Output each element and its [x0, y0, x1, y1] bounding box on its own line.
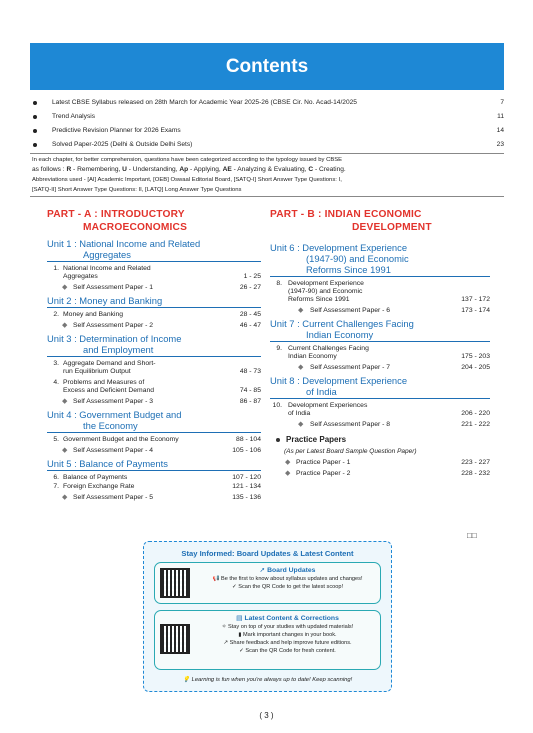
practice-paper-item[interactable] [270, 458, 490, 467]
intro-item-label: Solved Paper-2025 (Delhi & Outside Delhi Sets) [52, 141, 193, 148]
unit-heading[interactable] [270, 318, 490, 342]
note-text: as follows : [32, 166, 67, 173]
diamond-icon: ◆ [62, 447, 68, 454]
self-assessment-item[interactable] [270, 420, 490, 429]
chapter-pages: 88 - 104 [236, 436, 261, 443]
chapter-number: 9. [276, 345, 282, 352]
card-body [199, 567, 376, 591]
chapter-number: 4. [53, 379, 59, 386]
self-assessment-label: Self Assessment Paper - 2 [73, 322, 154, 329]
part-title-line: PART - A : INTRODUCTORY [47, 209, 185, 220]
chapter-item[interactable] [47, 474, 261, 482]
chapter-title-line: Development Experiences [288, 402, 368, 409]
chapter-pages: 48 - 73 [239, 368, 261, 375]
self-assessment-pages: 173 - 174 [461, 307, 490, 314]
practice-paper-item[interactable] [270, 469, 490, 478]
chapter-pages: 1 - 25 [243, 273, 261, 280]
contents-banner [30, 43, 504, 90]
chapter-item[interactable] [47, 436, 261, 444]
chapter-title-line: Problems and Measures of [63, 379, 145, 386]
bullet-icon [33, 101, 37, 105]
chapter-item[interactable] [47, 379, 261, 395]
card-line-text: Be the first to know about syllabus updates and changes! [221, 576, 363, 582]
part-a-column [47, 208, 261, 502]
card-body [199, 615, 376, 655]
diamond-icon: ◆ [285, 470, 291, 477]
intro-item-page: 23 [496, 141, 504, 148]
unit-heading-line: Reforms Since 1991 [306, 264, 391, 275]
note-text: - Applying, [188, 166, 223, 173]
chapter-number: 7. [53, 483, 59, 490]
chapter-title-line: Excess and Deficient Demand [63, 387, 155, 394]
diamond-icon: ◆ [62, 284, 68, 291]
note-code: AE [222, 166, 232, 173]
chapter-pages: 137 - 172 [461, 296, 490, 303]
chapter-item[interactable] [47, 311, 261, 319]
self-assessment-item[interactable] [47, 283, 261, 292]
board-updates-card[interactable] [154, 562, 381, 604]
typology-note [30, 153, 504, 197]
info-box-footer [144, 677, 391, 683]
intro-item[interactable] [30, 138, 504, 152]
chapter-title-line: Indian Economy [288, 353, 337, 360]
unit-heading-line: Unit 6 : Development Experience [270, 242, 408, 253]
intro-item-label: Trend Analysis [52, 113, 96, 120]
self-assessment-pages: 46 - 47 [239, 322, 261, 329]
intro-item-page: 7 [500, 99, 504, 106]
chapter-title-line: Government Budget and the Economy [63, 436, 179, 443]
qr-code-icon[interactable] [160, 568, 190, 598]
self-assessment-pages: 221 - 222 [461, 421, 490, 428]
unit-heading-line: and Employment [83, 344, 154, 355]
card-line-text: Mark important changes in your book. [243, 632, 337, 638]
updates-info-box [143, 541, 392, 692]
chapter-pages: 206 - 220 [461, 410, 490, 417]
latest-content-card[interactable] [154, 610, 381, 670]
page-number: ( 3 ) [259, 711, 274, 720]
diamond-icon: ◆ [285, 459, 291, 466]
card-line [199, 575, 376, 583]
part-a-title [47, 208, 261, 234]
bullet-icon [33, 129, 37, 133]
card-heading [199, 567, 376, 575]
chapter-pages: 28 - 45 [239, 311, 261, 318]
card-line-text: Scan the QR Code to get the latest scoop! [238, 584, 344, 590]
practice-paper-label: Practice Paper - 2 [296, 470, 351, 477]
practice-paper-pages: 228 - 232 [461, 470, 490, 477]
self-assessment-label: Self Assessment Paper - 8 [310, 421, 391, 428]
diamond-icon: ◆ [62, 494, 68, 501]
chapter-item[interactable] [270, 345, 490, 361]
card-heading-text: Board Updates [267, 567, 316, 574]
self-assessment-item[interactable] [270, 363, 490, 372]
card-heading-text: Latest Content & Corrections [244, 615, 339, 622]
self-assessment-label: Self Assessment Paper - 4 [73, 447, 154, 454]
chapter-number: 8. [276, 280, 282, 287]
intro-item-page: 11 [497, 113, 504, 120]
intro-item[interactable] [30, 124, 504, 138]
chapter-title-line: Reforms Since 1991 [288, 296, 350, 303]
note-line: In each chapter, for better comprehension, questions have been categorized according to the typology issued by CBSE [32, 157, 343, 163]
chapter-number: 2. [53, 311, 59, 318]
chapter-item[interactable] [47, 483, 261, 491]
diamond-icon: ◆ [298, 364, 304, 371]
note-line: Abbreviations used - [AI] Academic Important, [OEB] Oswaal Editorial Board, [SATQ-I] Short Answer Type Questions: I, [32, 177, 342, 183]
chapter-item[interactable] [270, 280, 490, 304]
self-assessment-pages: 135 - 136 [232, 494, 261, 501]
note-text: - Remembering, [71, 166, 123, 173]
intro-list [30, 96, 504, 152]
info-box-title: Stay Informed: Board Updates & Latest Content [181, 549, 354, 558]
chapter-item[interactable] [47, 265, 261, 281]
books-icon: ▤ [236, 615, 245, 622]
intro-item[interactable] [30, 96, 504, 110]
diamond-icon: ◆ [298, 421, 304, 428]
note-line [32, 165, 502, 175]
unit-heading-line: Unit 8 : Development Experience [270, 375, 408, 386]
self-assessment-item[interactable] [47, 493, 261, 502]
self-assessment-pages: 204 - 205 [461, 364, 490, 371]
unit-heading-line: Unit 3 : Determination of Income [47, 333, 182, 344]
card-line-text: Stay on top of your studies with updated materials! [227, 624, 354, 630]
qr-code-icon[interactable] [160, 624, 190, 654]
practice-paper-label: Practice Paper - 1 [296, 459, 351, 466]
rocket-icon: ➚ [259, 567, 268, 574]
card-line [199, 583, 376, 591]
chapter-number: 6. [53, 474, 59, 481]
unit-heading-line: Unit 7 : Current Challenges Facing [270, 318, 414, 329]
chapter-item[interactable] [270, 402, 490, 418]
unit-heading-line: Unit 4 : Government Budget and [47, 409, 182, 420]
lightbulb-icon: 💡 [182, 677, 192, 683]
unit-heading-line: the Economy [83, 420, 138, 431]
chapter-title-line: National Income and Related [63, 265, 151, 272]
chapter-title-line: run Equilibrium Output [63, 368, 131, 375]
practice-papers-label: Practice Papers [286, 435, 347, 444]
diamond-icon: ◆ [62, 398, 68, 405]
card-line-text: Share feedback and help improve future editions. [229, 640, 352, 646]
unit-heading[interactable] [47, 238, 261, 262]
unit-heading[interactable] [47, 409, 261, 433]
diamond-icon: ◆ [62, 322, 68, 329]
card-line [199, 647, 376, 655]
chapter-pages: 175 - 203 [461, 353, 490, 360]
self-assessment-label: Self Assessment Paper - 5 [73, 494, 154, 501]
note-text: - Analyzing & Evaluating, [231, 166, 309, 173]
self-assessment-label: Self Assessment Paper - 6 [310, 307, 391, 314]
bullet-icon [33, 143, 37, 147]
chapter-title-line: Aggregate Demand and Short- [63, 360, 156, 367]
self-assessment-item[interactable] [47, 321, 261, 330]
footer-text: Learning is fun when you're always up to date! Keep scanning! [191, 677, 353, 683]
practice-papers-heading[interactable] [270, 435, 490, 445]
sparkle-icon: ✧ [221, 624, 228, 630]
self-assessment-pages: 86 - 87 [239, 398, 261, 405]
chapter-title-line: Current Challenges Facing [288, 345, 369, 352]
part-b-column [270, 208, 490, 478]
chapter-number: 10. [272, 402, 282, 409]
chapter-title-line: of India [288, 410, 311, 417]
self-assessment-label: Self Assessment Paper - 1 [73, 284, 154, 291]
chapter-pages: 121 - 134 [232, 483, 261, 490]
note-text: - Creating. [313, 166, 346, 173]
unit-heading-line: Unit 1 : National Income and Related [47, 238, 201, 249]
unit-heading-line: Aggregates [83, 249, 131, 260]
part-b-title [270, 208, 490, 234]
diamond-icon: ◆ [298, 307, 304, 314]
unit-heading[interactable] [47, 458, 261, 471]
chapter-number: 3. [53, 360, 59, 367]
note-text: - Understanding, [126, 166, 180, 173]
unit-heading[interactable] [270, 242, 490, 277]
unit-heading[interactable] [47, 295, 261, 308]
practice-papers-subtitle: (As per Latest Board Sample Question Paper) [284, 448, 417, 455]
chapter-pages: 107 - 120 [232, 474, 261, 481]
self-assessment-item[interactable] [47, 397, 261, 406]
chapter-number: 1. [53, 265, 59, 272]
unit-heading[interactable] [270, 375, 490, 399]
card-line [199, 639, 376, 647]
unit-heading-line: of India [306, 386, 337, 397]
chapter-title-line: Development Experience [288, 280, 364, 287]
share-icon: ↗ [223, 640, 230, 646]
note-code: C [308, 166, 314, 173]
intro-item[interactable] [30, 110, 504, 124]
chapter-item[interactable] [47, 360, 261, 376]
self-assessment-label: Self Assessment Paper - 7 [310, 364, 391, 371]
chapter-title-line: Money and Banking [63, 311, 124, 318]
intro-item-page: 14 [496, 127, 504, 134]
corner-mark: □□ [467, 531, 477, 540]
unit-heading-line: Unit 5 : Balance of Payments [47, 458, 168, 469]
chapter-title-line: Aggregates [63, 273, 98, 280]
note-line: [SATQ-II] Short Answer Type Questions: II, [LATQ] Long Answer Type Questions [32, 187, 242, 193]
part-title-line: MACROECONOMICS [83, 222, 188, 233]
unit-heading-line: (1947-90) and Economic [306, 253, 409, 264]
intro-item-label: Latest CBSE Syllabus released on 28th March for Academic Year 2025-26 (CBSE Cir. No. Acad-14/2025 [52, 99, 357, 106]
self-assessment-label: Self Assessment Paper - 3 [73, 398, 154, 405]
self-assessment-pages: 26 - 27 [239, 284, 261, 291]
self-assessment-item[interactable] [270, 306, 490, 315]
bullet-icon [276, 438, 280, 442]
self-assessment-item[interactable] [47, 446, 261, 455]
card-line-text: Scan the QR Code for fresh content. [245, 648, 336, 654]
check-icon: ✓ [231, 584, 239, 590]
unit-heading[interactable] [47, 333, 261, 357]
megaphone-icon: 📢 [212, 576, 222, 582]
practice-paper-pages: 223 - 227 [461, 459, 490, 466]
bullet-icon [33, 115, 37, 119]
note-code: Ap [179, 166, 189, 173]
chapter-number: 5. [53, 436, 59, 443]
note-code: R [66, 166, 72, 173]
note-code: U [122, 166, 127, 173]
chapter-title-line: Foreign Exchange Rate [63, 483, 135, 490]
part-title-line: DEVELOPMENT [352, 222, 432, 233]
chapter-title-line: (1947-90) and Economic [288, 288, 363, 295]
chapter-pages: 74 - 85 [239, 387, 261, 394]
card-line [199, 623, 376, 631]
part-title-line: PART - B : INDIAN ECONOMIC [270, 209, 422, 220]
chapter-title-line: Balance of Payments [63, 474, 128, 481]
intro-item-label: Predictive Revision Planner for 2026 Exams [52, 127, 181, 134]
self-assessment-pages: 105 - 106 [232, 447, 261, 454]
page-title: Contents [225, 55, 309, 77]
check-icon: ✓ [239, 648, 246, 654]
bookmark-icon: ▮ [238, 632, 244, 638]
unit-heading-line: Unit 2 : Money and Banking [47, 295, 163, 306]
card-line [199, 631, 376, 639]
card-heading [199, 615, 376, 623]
unit-heading-line: Indian Economy [306, 329, 374, 340]
